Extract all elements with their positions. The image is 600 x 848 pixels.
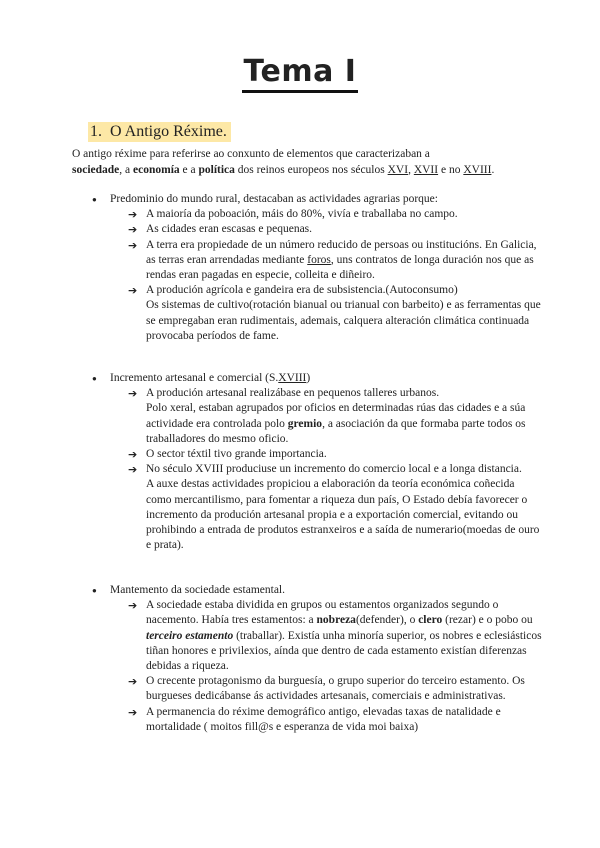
section-heading [88, 122, 231, 142]
arrow-icon: ➔ [128, 208, 138, 222]
arrow-icon: ➔ [128, 223, 138, 237]
list-item: ➔ O sector téxtil tivo grande importancia. [128, 448, 327, 462]
intro-paragraph: O antigo réxime para referirse ao conxunto de elementos que caracterizaban a sociedade, a economía e a política dos reinos europeos nos séculos XVI, XVII e no XVIII. [72, 148, 495, 176]
sub-list [92, 386, 542, 553]
bullet-estates [92, 583, 542, 735]
bullet-item: ● Mantemento da sociedade estamental. [92, 583, 542, 598]
list-item: ➔ A maioría da poboación, máis do 80%, vivía e traballaba no campo. [128, 208, 458, 222]
arrow-icon: ➔ [128, 387, 138, 401]
arrow-icon: ➔ [128, 284, 138, 298]
list-item: ➔ A produción agrícola e gandeira era de subsistencia.(Autoconsumo) Os sistemas de cultivo(rotación bianual ou trianual con barbeito) e as ferramentas que se empregaban eran rudimentais, ademais, calquera alteración climática continuada provocaba períodos de fame. [128, 284, 541, 342]
arrow-icon: ➔ [128, 705, 138, 719]
list-item: ➔ As cidades eran escasas e pequenas. [128, 223, 313, 237]
bullet-rural [92, 192, 542, 344]
list-item: ➔ O crecente protagonismo da burguesía, o grupo superior do terceiro estamento. Os burgueses dedicábanse ás actividades artesanais, comerciais e administrativas. [128, 675, 525, 703]
arrow-icon: ➔ [128, 463, 138, 477]
heading-number: 1. [90, 123, 102, 140]
arrow-icon: ➔ [128, 238, 138, 252]
list-item: ➔ A permanencia do réxime demográfico antigo, elevadas taxas de natalidade e mortalidade ( moitos fill@s e esperanza de vida moi baixa) [128, 705, 501, 733]
bullet-item: ● Incremento artesanal e comercial (S.XVIII) [92, 371, 542, 386]
list-item: ➔ A terra era propiedade de un número reducido de persoas ou institucións. En Galicia, as terras eran arrendadas mediante foros, uns contratos de longa duración nos que as rendas eran pagadas en especie, colleita e diñeiro. [128, 238, 537, 282]
heading-text: O Antigo Réxime. [110, 123, 227, 140]
list-item: ➔ A sociedade estaba dividida en grupos ou estamentos organizados segundo o nacemento. Había tres estamentos: a nobreza(defender), o clero (rezar) e o pobo ou terceiro estamento (traballar). Existía unha minoría superior, os nobres e eclesiásticos tiñan honores e privilexios, aínda que dentro de cada estamento existían diferenzas debidas a riqueza. [128, 599, 542, 673]
bullet-item: ● Predominio do mundo rural, destacaban as actividades agrarias porque: [92, 192, 542, 207]
list-item: ➔ A produción artesanal realizábase en pequenos talleres urbanos. Polo xeral, estaban agrupados por oficios en determinadas rúas das cidades e a súa actividade era controlada polo gremio, a asociación da que formaba parte todos os traballadores do mesmo oficio. [128, 387, 526, 445]
arrow-icon: ➔ [128, 599, 138, 613]
arrow-icon: ➔ [128, 675, 138, 689]
list-item: ➔ No século XVIII produciuse un incremento do comercio local e a longa distancia. A auxe destas actividades propiciou a elaboración da teoría económica coñecida como mercantilismo, para fomentar a riqueza dun país, O Estado debía favorecer o incremento da produción artesanal propia e a exportación comercial, evitando ou prohibindo a entrada de produtos estranxeiros e a saída de numerario(moedas de ouro e prata). [128, 463, 540, 552]
page-title: Tema I [0, 54, 600, 89]
sub-list [92, 598, 542, 735]
bullet-artisan [92, 371, 542, 553]
arrow-icon: ➔ [128, 448, 138, 462]
sub-list [92, 207, 542, 344]
